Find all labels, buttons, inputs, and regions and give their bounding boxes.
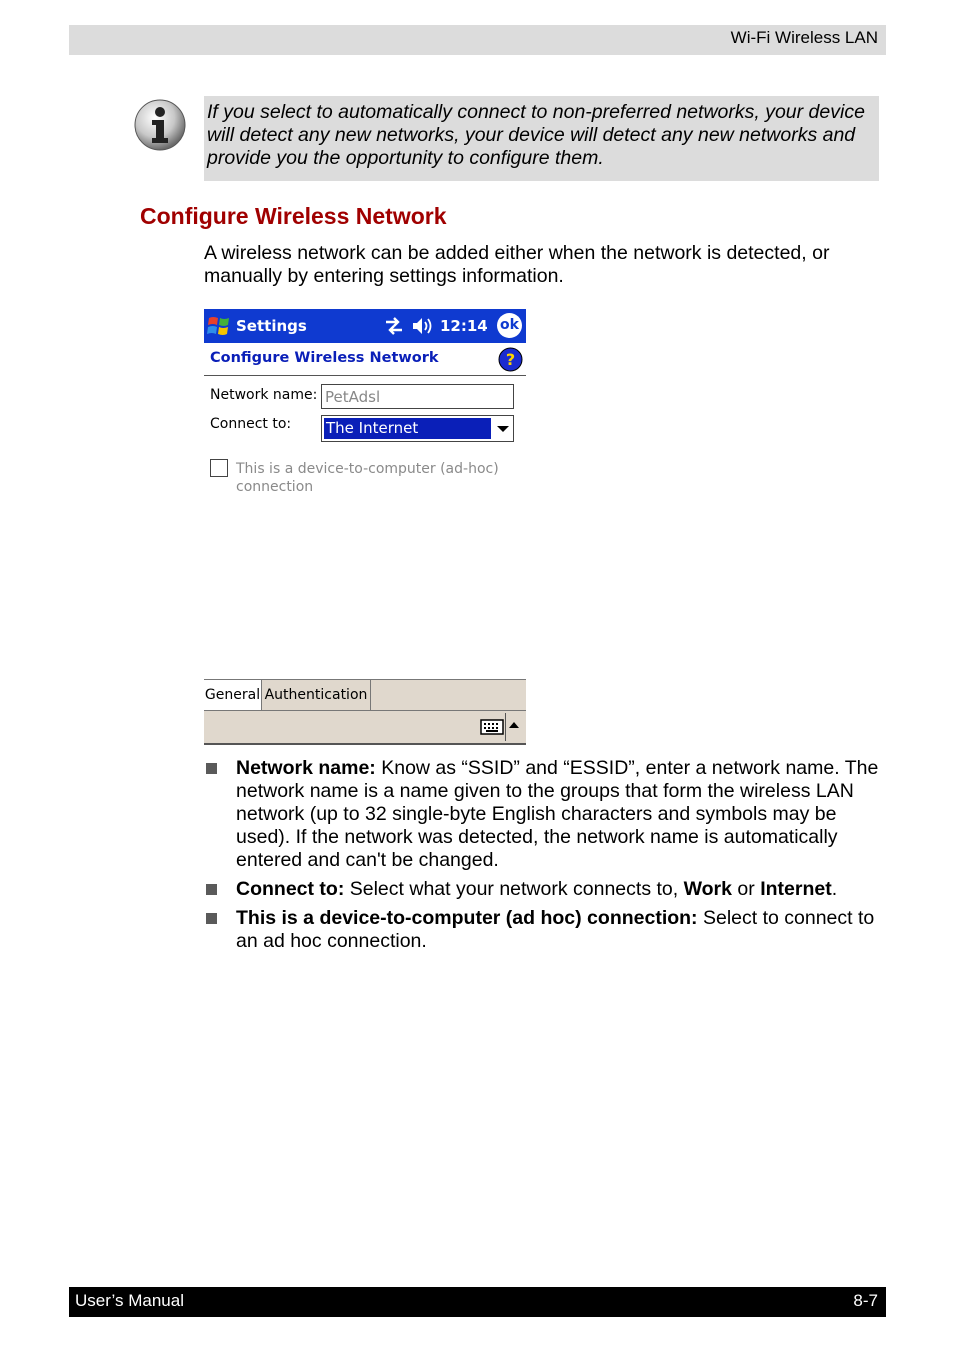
- page-footer: [69, 1287, 886, 1317]
- help-icon[interactable]: [498, 347, 523, 372]
- network-name-field[interactable]: [321, 384, 514, 409]
- tab-authentication[interactable]: Authentication: [262, 680, 371, 710]
- section-title: Configure Wireless Network: [140, 203, 447, 229]
- device-subtitle: Configure Wireless Network: [210, 350, 439, 366]
- tab-general[interactable]: General: [204, 680, 262, 710]
- info-icon: [133, 98, 187, 152]
- bullet-term: This is a device-to-computer (ad hoc) connection:: [236, 907, 698, 929]
- note-text: If you select to automatically connect to non-preferred networks, your device will detect any new networks, your device will detect any new networks and provide you the opportunity to configure them.: [207, 101, 865, 169]
- adhoc-checkbox-label: This is a device-to-computer (ad-hoc) connection: [236, 461, 499, 495]
- bullet-term: Connect to:: [236, 878, 345, 900]
- bullet-text-end: .: [831, 878, 838, 900]
- note-box: [204, 96, 879, 181]
- running-header-title: Wi-Fi Wireless LAN: [730, 28, 878, 47]
- adhoc-checkbox[interactable]: [210, 459, 228, 477]
- page-number: 8-7: [853, 1291, 878, 1310]
- device-app-title: Settings: [236, 317, 307, 335]
- list-item: [204, 757, 884, 872]
- ok-button[interactable]: ok: [497, 313, 522, 338]
- connect-to-value: The Internet: [324, 418, 491, 439]
- device-tab-bar: [204, 679, 526, 712]
- list-item: [204, 878, 884, 901]
- keyboard-icon[interactable]: [480, 718, 504, 736]
- device-screenshot: [204, 309, 526, 745]
- bullet-square-icon: [206, 913, 217, 924]
- volume-icon[interactable]: [411, 316, 435, 336]
- svg-text:?: ?: [505, 350, 516, 369]
- device-command-bar: [204, 711, 526, 745]
- bullet-option-work: Work: [683, 878, 732, 900]
- bullet-text: Know as “SSID” and “ESSID”, enter a network name. The network name is a name given to the groups that form the wireless LAN network (up to 32 single-byte English characters and symbols may be used). If the network was detected, the network name is automatically entered and can't be changed.: [236, 757, 879, 871]
- bullet-term: Network name:: [236, 757, 376, 779]
- device-title-bar: [204, 309, 526, 343]
- bullet-text-mid: or: [732, 878, 761, 900]
- running-header: [69, 25, 886, 55]
- chevron-down-icon[interactable]: [497, 426, 509, 432]
- field-descriptions: [204, 757, 884, 959]
- chevron-up-icon[interactable]: [509, 722, 519, 728]
- bullet-square-icon: [206, 763, 217, 774]
- bullet-square-icon: [206, 884, 217, 895]
- bullet-option-internet: Internet: [760, 878, 832, 900]
- list-item: [204, 907, 884, 953]
- device-divider: [204, 375, 526, 376]
- connect-to-label: Connect to:: [210, 416, 292, 432]
- bullet-text: Select to connect to an ad hoc connection.: [236, 907, 875, 952]
- windows-start-icon[interactable]: [205, 312, 233, 340]
- intro-paragraph: A wireless network can be added either when the network is detected, or manually by entering settings information.: [204, 242, 830, 287]
- sip-divider: [505, 713, 506, 741]
- device-clock: 12:14: [440, 317, 488, 335]
- bullet-text: Select what your network connects to,: [344, 878, 684, 900]
- connectivity-icon[interactable]: [383, 316, 405, 336]
- network-name-label: Network name:: [210, 387, 318, 403]
- footer-manual-title: User’s Manual: [75, 1291, 184, 1310]
- connect-to-select[interactable]: [321, 415, 514, 442]
